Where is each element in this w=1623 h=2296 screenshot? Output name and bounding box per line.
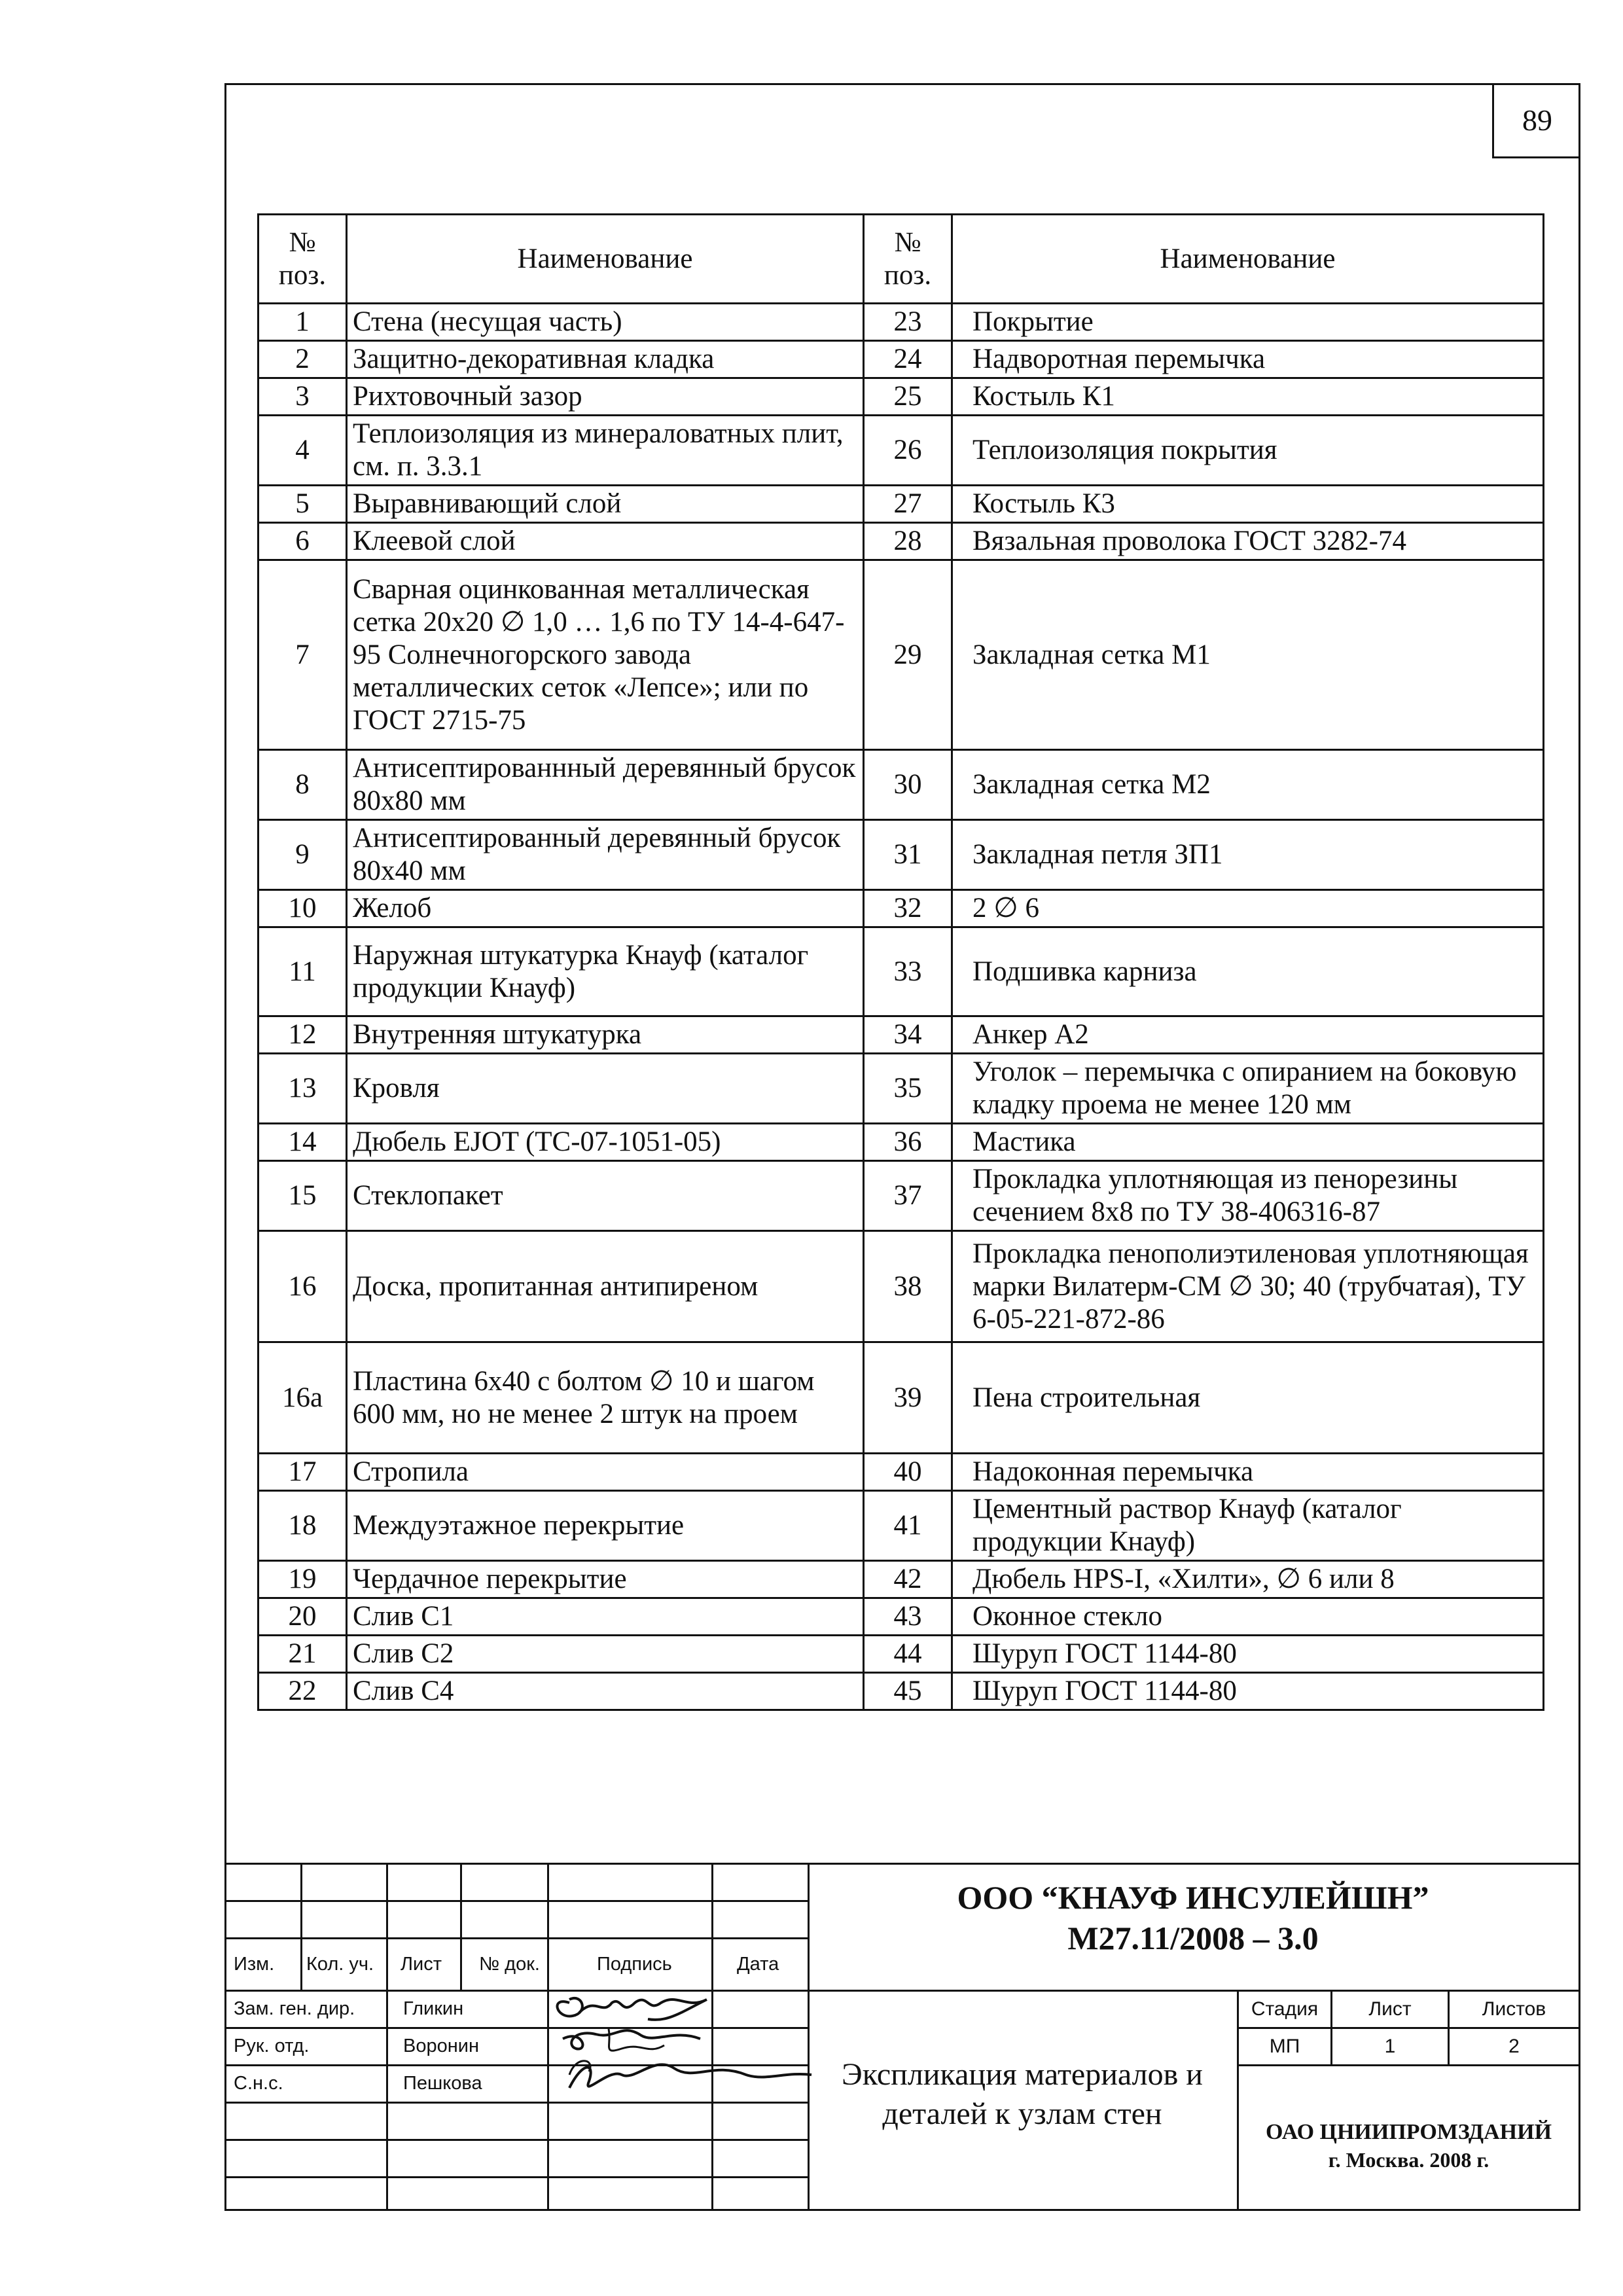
col-izm: Изм. bbox=[234, 1954, 275, 1975]
item-name: Слив С2 bbox=[347, 1636, 864, 1673]
item-name: Вязальная проволока ГОСТ 3282-74 bbox=[952, 523, 1544, 560]
item-name: Стена (несущая часть) bbox=[347, 304, 864, 341]
position-number: 16 bbox=[259, 1231, 347, 1342]
item-name: Междуэтажное перекрытие bbox=[347, 1491, 864, 1561]
header-num-left: № поз. bbox=[259, 215, 347, 304]
position-number: 3 bbox=[259, 378, 347, 416]
position-number: 40 bbox=[864, 1454, 952, 1491]
position-number: 10 bbox=[259, 890, 347, 927]
header-name-right: Наименование bbox=[952, 215, 1544, 304]
table-row bbox=[259, 927, 1544, 1016]
item-name: Надоконная перемычка bbox=[952, 1454, 1544, 1491]
item-name: Прокладка уплотняющая из пенорезины сечением 8х8 по ТУ 38-406316-87 bbox=[952, 1161, 1544, 1231]
position-number: 21 bbox=[259, 1636, 347, 1673]
position-number: 12 bbox=[259, 1016, 347, 1054]
item-name: Прокладка пенополиэтиленовая уплотняющая марки Вилатерм-СМ ∅ 30; 40 (трубчатая), ТУ 6-05-221-872-86 bbox=[952, 1231, 1544, 1342]
item-name: Уголок – перемычка с опиранием на боковую кладку проема не менее 120 мм bbox=[952, 1054, 1544, 1124]
position-number: 1 bbox=[259, 304, 347, 341]
item-name: Теплоизоляция покрытия bbox=[952, 416, 1544, 486]
col-podp: Подпись bbox=[597, 1954, 672, 1975]
table-row bbox=[259, 341, 1544, 378]
item-name: Защитно-декоративная кладка bbox=[347, 341, 864, 378]
item-name: Выравнивающий слой bbox=[347, 486, 864, 523]
institute-name: ОАО ЦНИИПРОМЗДАНИЙ bbox=[1265, 2120, 1552, 2144]
col-list: Лист bbox=[401, 1954, 442, 1975]
table-row bbox=[259, 1636, 1544, 1673]
item-name: Покрытие bbox=[952, 304, 1544, 341]
position-number: 5 bbox=[259, 486, 347, 523]
item-name: Стропила bbox=[347, 1454, 864, 1491]
item-name: Мастика bbox=[952, 1124, 1544, 1161]
position-number: 13 bbox=[259, 1054, 347, 1124]
sheets-value: 2 bbox=[1508, 2036, 1520, 2057]
table-row bbox=[259, 1561, 1544, 1598]
table-row bbox=[259, 1016, 1544, 1054]
position-number: 37 bbox=[864, 1161, 952, 1231]
item-name: Клеевой слой bbox=[347, 523, 864, 560]
table-row bbox=[259, 1124, 1544, 1161]
position-number: 14 bbox=[259, 1124, 347, 1161]
item-name: Стеклопакет bbox=[347, 1161, 864, 1231]
position-number: 26 bbox=[864, 416, 952, 486]
position-number: 38 bbox=[864, 1231, 952, 1342]
position-number: 9 bbox=[259, 820, 347, 890]
org-name: ООО “КНАУФ ИНСУЛЕЙШН” bbox=[957, 1879, 1429, 1916]
position-number: 44 bbox=[864, 1636, 952, 1673]
position-number: 36 bbox=[864, 1124, 952, 1161]
position-number: 8 bbox=[259, 750, 347, 820]
item-name: Антисептированнный деревянный брусок 80х80 мм bbox=[347, 750, 864, 820]
city-year: г. Москва. 2008 г. bbox=[1328, 2148, 1489, 2172]
role-2: Рук. отд. bbox=[234, 2036, 310, 2056]
position-number: 2 bbox=[259, 341, 347, 378]
position-number: 29 bbox=[864, 560, 952, 750]
item-name: Желоб bbox=[347, 890, 864, 927]
position-number: 35 bbox=[864, 1054, 952, 1124]
table-row bbox=[259, 1454, 1544, 1491]
stage-label: Стадия bbox=[1251, 1998, 1319, 2020]
doc-code: М27.11/2008 – 3.0 bbox=[1067, 1920, 1319, 1956]
item-name: Пена строительная bbox=[952, 1342, 1544, 1454]
table-row bbox=[259, 486, 1544, 523]
name-2: Воронин bbox=[403, 2036, 479, 2056]
role-1: Зам. ген. дир. bbox=[234, 1998, 355, 2019]
table-row bbox=[259, 890, 1544, 927]
position-number: 20 bbox=[259, 1598, 347, 1636]
name-1: Гликин bbox=[403, 1998, 464, 2019]
item-name: Слив С4 bbox=[347, 1673, 864, 1710]
position-number: 22 bbox=[259, 1673, 347, 1710]
table-row bbox=[259, 1161, 1544, 1231]
table-row bbox=[259, 1231, 1544, 1342]
position-number: 42 bbox=[864, 1561, 952, 1598]
position-number: 24 bbox=[864, 341, 952, 378]
item-name: Внутренняя штукатурка bbox=[347, 1016, 864, 1054]
table-row bbox=[259, 1342, 1544, 1454]
item-name: Анкер А2 bbox=[952, 1016, 1544, 1054]
position-number: 27 bbox=[864, 486, 952, 523]
col-kol: Кол. уч. bbox=[306, 1954, 374, 1975]
item-name: 2 ∅ 6 bbox=[952, 890, 1544, 927]
table-row bbox=[259, 1598, 1544, 1636]
item-name: Закладная петля ЗП1 bbox=[952, 820, 1544, 890]
table-row bbox=[259, 304, 1544, 341]
item-name: Сварная оцинкованная металлическая сетка 20х20 ∅ 1,0 … 1,6 по ТУ 14-4-647-95 Солнечногорского завода металлических сеток «Лепсе»; или по ГОСТ 2715-75 bbox=[347, 560, 864, 750]
position-number: 23 bbox=[864, 304, 952, 341]
sheet-label: Лист bbox=[1368, 1998, 1412, 2020]
item-name: Дюбель EJOT (ТС-07-1051-05) bbox=[347, 1124, 864, 1161]
position-number: 17 bbox=[259, 1454, 347, 1491]
item-name: Костыль К3 bbox=[952, 486, 1544, 523]
position-number: 30 bbox=[864, 750, 952, 820]
stage-value: МП bbox=[1269, 2036, 1300, 2057]
col-data: Дата bbox=[737, 1954, 779, 1975]
position-number: 39 bbox=[864, 1342, 952, 1454]
item-name: Доска, пропитанная антипиреном bbox=[347, 1231, 864, 1342]
item-name: Теплоизоляция из минераловатных плит, см. п. 3.3.1 bbox=[347, 416, 864, 486]
position-number: 32 bbox=[864, 890, 952, 927]
position-number: 16а bbox=[259, 1342, 347, 1454]
item-name: Оконное стекло bbox=[952, 1598, 1544, 1636]
item-name: Пластина 6х40 с болтом ∅ 10 и шагом 600 мм, но не менее 2 штук на проем bbox=[347, 1342, 864, 1454]
table-row bbox=[259, 1491, 1544, 1561]
item-name: Дюбель HPS-I, «Хилти», ∅ 6 или 8 bbox=[952, 1561, 1544, 1598]
table-row bbox=[259, 378, 1544, 416]
col-ndoc: № док. bbox=[479, 1954, 540, 1975]
position-number: 18 bbox=[259, 1491, 347, 1561]
item-name: Цементный раствор Кнауф (каталог продукции Кнауф) bbox=[952, 1491, 1544, 1561]
position-number: 45 bbox=[864, 1673, 952, 1710]
header-name-left: Наименование bbox=[347, 215, 864, 304]
item-name: Костыль К1 bbox=[952, 378, 1544, 416]
position-number: 41 bbox=[864, 1491, 952, 1561]
sheets-label: Листов bbox=[1482, 1998, 1546, 2020]
item-name: Закладная сетка М2 bbox=[952, 750, 1544, 820]
explication-table bbox=[257, 213, 1544, 1711]
position-number: 4 bbox=[259, 416, 347, 486]
position-number: 43 bbox=[864, 1598, 952, 1636]
table-row bbox=[259, 750, 1544, 820]
item-name: Надворотная перемычка bbox=[952, 341, 1544, 378]
page-number: 89 bbox=[1492, 83, 1580, 158]
name-3: Пешкова bbox=[403, 2073, 482, 2094]
item-name: Антисептированный деревянный брусок 80х40 мм bbox=[347, 820, 864, 890]
table-row bbox=[259, 1673, 1544, 1710]
table-row bbox=[259, 416, 1544, 486]
table-row bbox=[259, 560, 1544, 750]
item-name: Рихтовочный зазор bbox=[347, 378, 864, 416]
role-3: С.н.с. bbox=[234, 2073, 283, 2094]
item-name: Наружная штукатурка Кнауф (каталог продукции Кнауф) bbox=[347, 927, 864, 1016]
position-number: 15 bbox=[259, 1161, 347, 1231]
item-name: Шуруп ГОСТ 1144-80 bbox=[952, 1673, 1544, 1710]
position-number: 33 bbox=[864, 927, 952, 1016]
position-number: 28 bbox=[864, 523, 952, 560]
position-number: 31 bbox=[864, 820, 952, 890]
table-row bbox=[259, 820, 1544, 890]
position-number: 25 bbox=[864, 378, 952, 416]
item-name: Подшивка карниза bbox=[952, 927, 1544, 1016]
table-row bbox=[259, 1054, 1544, 1124]
position-number: 34 bbox=[864, 1016, 952, 1054]
item-name: Закладная сетка М1 bbox=[952, 560, 1544, 750]
position-number: 11 bbox=[259, 927, 347, 1016]
item-name: Чердачное перекрытие bbox=[347, 1561, 864, 1598]
signature-1 bbox=[550, 1983, 825, 2108]
header-num-right: № поз. bbox=[864, 215, 952, 304]
position-number: 7 bbox=[259, 560, 347, 750]
sheet-value: 1 bbox=[1384, 2036, 1396, 2057]
table-row bbox=[259, 523, 1544, 560]
item-name: Кровля bbox=[347, 1054, 864, 1124]
position-number: 6 bbox=[259, 523, 347, 560]
document-title: Экспликация материалов и деталей к узлам стен bbox=[842, 2057, 1203, 2131]
item-name: Слив С1 bbox=[347, 1598, 864, 1636]
position-number: 19 bbox=[259, 1561, 347, 1598]
item-name: Шуруп ГОСТ 1144-80 bbox=[952, 1636, 1544, 1673]
